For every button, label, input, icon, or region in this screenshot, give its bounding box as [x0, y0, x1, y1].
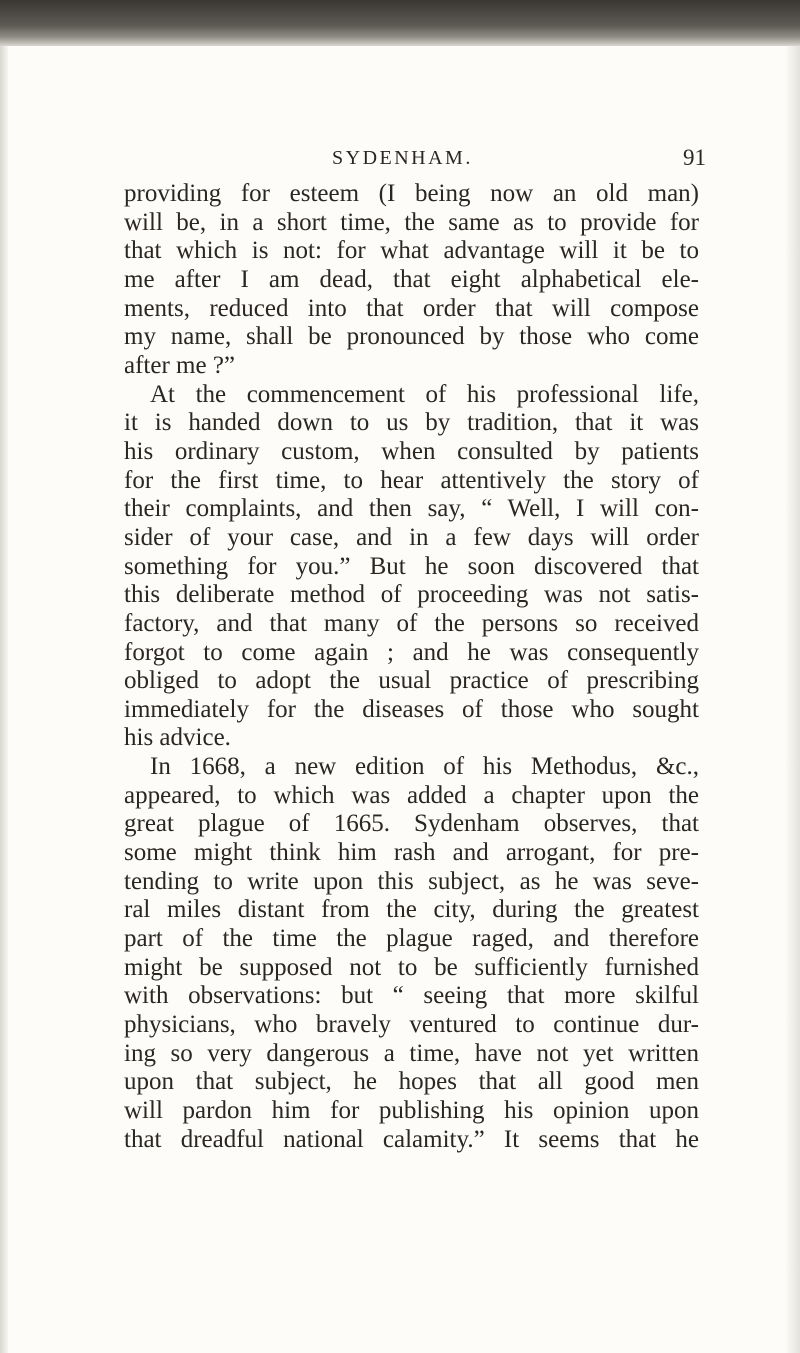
text-line: with observations: but “ seeing that more skilful	[124, 982, 699, 1010]
text-line: me after I am dead, that eight alphabetical ele-	[124, 265, 699, 293]
text-line: will be, in a short time, the same as to provide for	[124, 208, 699, 236]
text-line: ments, reduced into that order that will compose	[124, 294, 699, 322]
text-line: some might think him rash and arrogant, for pre-	[124, 839, 699, 867]
text-line: immediately for the diseases of those who sought	[124, 695, 699, 723]
page-right-edge	[786, 46, 800, 1353]
text-line: his ordinary custom, when consulted by patients	[124, 437, 699, 465]
text-line: after me ?”	[124, 351, 236, 379]
text-line: physicians, who bravely ventured to continue dur-	[124, 1011, 699, 1039]
running-title: SYDENHAM.	[332, 147, 473, 169]
text-line: ing so very dangerous a time, have not yet written	[124, 1039, 699, 1067]
text-line: their complaints, and then say, “ Well, I will con-	[124, 495, 699, 523]
text-line: sider of your case, and in a few days will order	[124, 523, 699, 551]
text-line: it is handed down to us by tradition, that it was	[124, 409, 699, 437]
text-line: his advice.	[124, 724, 231, 752]
text-line: great plague of 1665. Sydenham observes, that	[124, 810, 699, 838]
text-line: factory, and that many of the persons so received	[124, 609, 699, 637]
text-line: that dreadful national calamity.” It seems that he	[124, 1125, 699, 1153]
text-line: will pardon him for publishing his opinion upon	[124, 1097, 699, 1124]
page-top-shadow	[0, 0, 800, 46]
paragraph-start: In 1668, a new edition of his Methodus, &c.,	[150, 753, 699, 781]
text-line: this deliberate method of proceeding was not satis-	[124, 581, 699, 609]
text-line: might be supposed not to be sufficiently furnished	[124, 953, 699, 981]
text-line: for the first time, to hear attentively the story of	[124, 466, 699, 494]
running-head	[0, 143, 800, 173]
text-line: tending to write upon this subject, as he was seve-	[124, 867, 699, 895]
text-line: ral miles distant from the city, during the greatest	[124, 896, 699, 924]
text-line: obliged to adopt the usual practice of prescribing	[124, 667, 699, 695]
body-text	[124, 180, 699, 1154]
paragraph-start: At the commencement of his professional life,	[150, 380, 699, 408]
text-line: providing for esteem (I being now an old man)	[124, 180, 699, 207]
text-line: part of the time the plague raged, and therefore	[124, 925, 699, 953]
text-line: my name, shall be pronounced by those who come	[124, 323, 699, 351]
text-line: something for you.” But he soon discovered that	[124, 552, 699, 580]
text-line: upon that subject, he hopes that all good men	[124, 1068, 699, 1096]
text-line: that which is not: for what advantage will it be to	[124, 237, 699, 265]
text-line: forgot to come again ; and he was consequently	[124, 638, 699, 666]
page-left-gutter	[0, 46, 8, 1353]
text-line: appeared, to which was added a chapter upon the	[124, 781, 699, 809]
page-number: 91	[683, 145, 706, 170]
